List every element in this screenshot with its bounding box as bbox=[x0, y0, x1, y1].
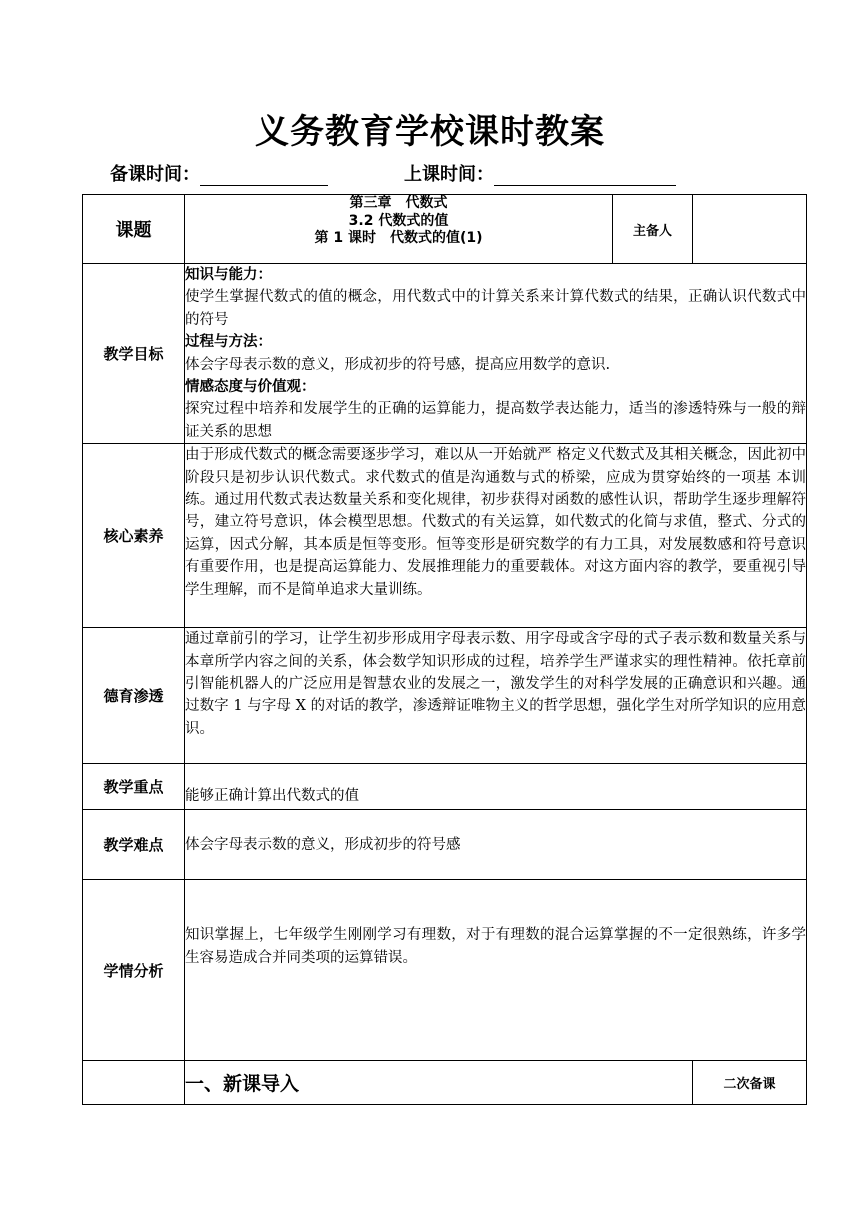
row-intro bbox=[83, 1061, 807, 1105]
class-time-blank bbox=[494, 165, 676, 186]
document-title: 义务教育学校课时教案 bbox=[255, 112, 605, 152]
second-prep-label: 二次备课 bbox=[693, 1061, 807, 1105]
difficulty-label: 教学难点 bbox=[83, 810, 185, 880]
core-label: 核心素养 bbox=[83, 444, 185, 628]
objective-heading-process: 过程与方法： bbox=[185, 334, 272, 351]
key-text: 能够正确计算出代数式的值 bbox=[185, 764, 807, 810]
objectives-content bbox=[185, 264, 807, 444]
analysis-text: 知识掌握上，七年级学生刚刚学习有理数，对于有理数的混合运算掌握的不一定很熟练，许多学生容易造成合并同类项的运算错误。 bbox=[185, 880, 807, 1061]
objective-heading-knowledge: 知识与能力： bbox=[185, 267, 272, 283]
topic-cell bbox=[185, 195, 613, 264]
topic-lesson: 第 1 课时 代数式的值(1) bbox=[314, 230, 483, 246]
prep-time-blank bbox=[200, 165, 328, 186]
intro-empty-cell bbox=[83, 1061, 185, 1105]
row-moral bbox=[83, 628, 807, 764]
objective-text-process: 体会字母表示数的意义，形成初步的符号感，提高应用数学的意识. bbox=[185, 356, 611, 373]
row-analysis bbox=[83, 880, 807, 1061]
objectives-label: 教学目标 bbox=[83, 264, 185, 444]
analysis-label: 学情分析 bbox=[83, 880, 185, 1061]
row-difficulty bbox=[83, 810, 807, 880]
topic-section: 3.2 代数式的值 bbox=[348, 212, 449, 229]
intro-heading: 一、新课导入 bbox=[185, 1061, 693, 1105]
objective-text-knowledge: 使学生掌握代数式的值的概念，用代数式中的计算关系来计算代数式的结果，正确认识代数式中的符号 bbox=[185, 289, 806, 328]
row-topic bbox=[83, 195, 807, 264]
class-time-label: 上课时间： bbox=[404, 164, 494, 185]
row-key bbox=[83, 764, 807, 810]
main-preparer-label: 主备人 bbox=[613, 195, 693, 264]
topic-chapter: 第三章 代数式 bbox=[349, 195, 448, 211]
row-objectives bbox=[83, 264, 807, 444]
prep-time bbox=[110, 160, 328, 186]
lesson-plan-table bbox=[82, 194, 807, 1105]
class-time bbox=[404, 160, 676, 186]
topic-label: 课题 bbox=[83, 195, 185, 264]
objective-heading-attitude: 情感态度与价值观： bbox=[185, 379, 316, 396]
moral-label: 德育渗透 bbox=[83, 628, 185, 764]
row-core bbox=[83, 444, 807, 628]
key-label: 教学重点 bbox=[83, 764, 185, 810]
moral-text: 通过章前引的学习，让学生初步形成用字母表示数、用字母或含字母的式子表示数和数量关系与本章所学内容之间的关系，体会数学知识形成的过程，培养学生严谨求实的理性精神。依托章前引智能机器人的广泛应用是智慧农业的发展之一，激发学生的对科学发展的正确意识和兴趣。通过数字 1 与字母 X 的对话的教学，渗透辩证唯物主义的哲学思想，强化学生对所学知识的应用意识。 bbox=[185, 628, 807, 764]
core-text: 由于形成代数式的概念需要逐步学习，难以从一开始就严 格定义代数式及其相关概念，因此初中阶段只是初步认识代数式。求代数式的值是沟通数与式的桥梁，应成为贯穿始终的一项基 本训练。通过用代数式表达数量关系和变化规律，初步获得对函数的感性认识，帮助学生逐步理解符号，建立符号意识，体会模型思想。代数式的有关运算，如代数式的化简与求值，整式、分式的运算，因式分解，其本质是恒等变形。恒等变形是研究数学的有力工具，对发展数感和符号意识有重要作用，也是提高运算能力、发展推理能力的重要载体。对这方面内容的教学，要重视引导学生理解，而不是简单追求大量训练。 bbox=[185, 444, 807, 628]
main-preparer-value bbox=[693, 195, 807, 264]
difficulty-text: 体会字母表示数的意义，形成初步的符号感 bbox=[185, 810, 807, 880]
objective-text-attitude: 探究过程中培养和发展学生的正确的运算能力，提高数学表达能力，适当的渗透特殊与一般的辩证关系的思想 bbox=[185, 401, 806, 440]
prep-time-label: 备课时间： bbox=[110, 164, 200, 185]
